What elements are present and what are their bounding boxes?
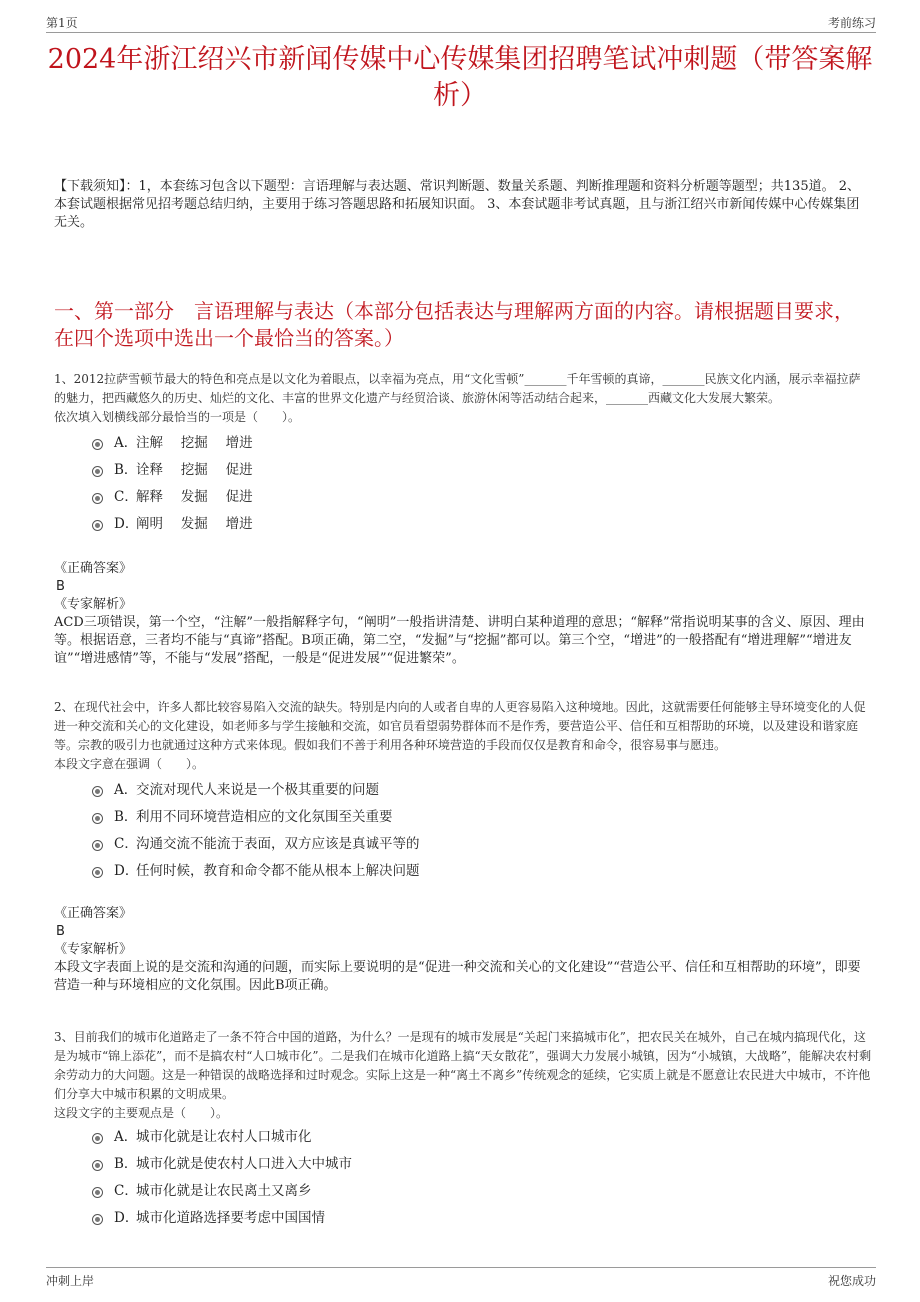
option-c[interactable]: C．沟通交流不能流于表面，双方应该是真诚平等的 [54,831,872,858]
option-b[interactable]: B．利用不同环境营造相应的文化氛围至关重要 [54,804,872,831]
radio-icon[interactable] [92,466,103,477]
radio-icon[interactable] [92,520,103,531]
header-label: 考前练习 [827,16,876,30]
option-a[interactable]: A．交流对现代人来说是一个极其重要的问题 [54,777,872,804]
analysis-text: ACD三项错误，第一个空，“注解”一般指解释字句，“阐明”一般指讲清楚、讲明白某种道理的意思；“解释”常指说明某事的含义、原因、理由等。根据语意，三者均不能与“真谛”搭配。B项正确，第二空，“发掘”与“挖掘”都可以。第三个空，“增进”的一般搭配有“增进理解”“增进友谊”“增进感情”等，不能与“发展”搭配，一般是“促进发展”“促进繁荣”。 [54,615,865,666]
option-a[interactable]: A．城市化就是让农村人口城市化 [54,1124,872,1151]
radio-icon[interactable] [92,813,103,824]
question-text: 2、在现代社会中，许多人都比较容易陷入交流的缺失。特别是内向的人或者自卑的人更容易陷入这种境地。因此，这就需要任何能够主导环境变化的人促进一种交流和关心的文化建设，如老师多与学生接触和交流，如官员看望弱势群体而不是作秀，要营造公平、信任和互相帮助的环境，以及建设和谐家庭等。宗教的吸引力也就通过这种方式来体现。假如我们不善于利用各种环境营造的手段而仅仅是教育和命令，很容易事与愿违。 [54,700,866,752]
radio-icon[interactable] [92,1160,103,1171]
radio-icon[interactable] [92,1133,103,1144]
question-text: 1、2012拉萨雪顿节最大的特色和亮点是以文化为着眼点，以幸福为亮点，用“文化雪顿”_______千年雪顿的真谛，_______民族文化内涵，展示幸福拉萨的魅力，把西藏悠久的历史、灿烂的文化、丰富的世界文化遗产与经贸洽谈、旅游休闲等活动结合起来，_______西藏文化大发展大繁荣。 [54,372,861,405]
document-title: 2024年浙江绍兴市新闻传媒中心传媒集团招聘笔试冲刺题（带答案解析） [47,44,873,111]
question-2 [54,698,872,995]
radio-icon[interactable] [92,867,103,878]
radio-icon[interactable] [92,786,103,797]
question-prompt: 本段文字意在强调（ ）。 [54,757,205,771]
option-b[interactable]: B．诠释 挖掘 促进 [54,457,872,484]
page-number: 第1页 [46,16,78,30]
question-prompt: 这段文字的主要观点是（ ）。 [54,1106,229,1120]
question-prompt: 依次填入划横线部分最恰当的一项是（ ）。 [54,410,301,424]
page-header [46,12,876,33]
radio-icon[interactable] [92,493,103,504]
footer-right: 祝您成功 [827,1274,876,1288]
radio-icon[interactable] [92,1214,103,1225]
analysis-heading: 《专家解析》 [54,942,133,957]
radio-icon[interactable] [92,439,103,450]
question-3 [54,1028,872,1232]
radio-icon[interactable] [92,840,103,851]
answer-heading: 《正确答案》 [54,906,133,921]
footer-left: 冲刺上岸 [46,1274,95,1288]
radio-icon[interactable] [92,1187,103,1198]
option-c[interactable]: C．城市化就是让农民离土又离乡 [54,1178,872,1205]
download-notice: 【下载须知】：1，本套练习包含以下题型：言语理解与表达题、常识判断题、数量关系题、判断推理题和资料分析题等题型；共135道。 2、本套试题根据常见招考题总结归纳，主要用于练习答题思路和拓展知识面。 3、本套试题非考试真题，且与浙江绍兴市新闻传媒中心传媒集团无关。 [54,179,860,230]
answer-heading: 《正确答案》 [54,561,133,576]
analysis-heading: 《专家解析》 [54,597,133,612]
option-c[interactable]: C．解释 发掘 促进 [54,484,872,511]
answer-value: B [56,579,65,594]
option-d[interactable]: D．阐明 发掘 增进 [54,511,872,538]
page-footer [46,1267,876,1290]
section-heading: 一、第一部分 言语理解与表达（本部分包括表达与理解两方面的内容。请根据题目要求，在四个选项中选出一个最恰当的答案。） [54,299,854,350]
option-b[interactable]: B．城市化就是使农村人口进入大中城市 [54,1151,872,1178]
question-text: 3、目前我们的城市化道路走了一条不符合中国的道路，为什么？一是现有的城市发展是“关起门来搞城市化”，把农民关在城外，自己在城内搞现代化，这是为城市“锦上添花”，而不是搞农村“人口城市化”。二是我们在城市化道路上搞“天女散花”，强调大力发展小城镇，因为“小城镇，大战略”，能解决农村剩余劳动力的大问题。这是一种错误的战略选择和过时观念。实际上这是一种“离土不离乡”传统观念的延续，它实质上就是不愿意让农民进大中城市，不许他们分享大中城市积累的文明成果。 [54,1030,872,1101]
analysis-text: 本段文字表面上说的是交流和沟通的问题，而实际上要说明的是“促进一种交流和关心的文化建设”“营造公平、信任和互相帮助的环境”，即要营造一种与环境相应的文化氛围。因此B项正确。 [54,960,861,993]
option-a[interactable]: A．注解 挖掘 增进 [54,430,872,457]
option-d[interactable]: D．城市化道路选择要考虑中国国情 [54,1205,872,1232]
answer-value: B [56,924,65,939]
question-1 [54,370,872,668]
option-d[interactable]: D．任何时候，教育和命令都不能从根本上解决问题 [54,858,872,885]
